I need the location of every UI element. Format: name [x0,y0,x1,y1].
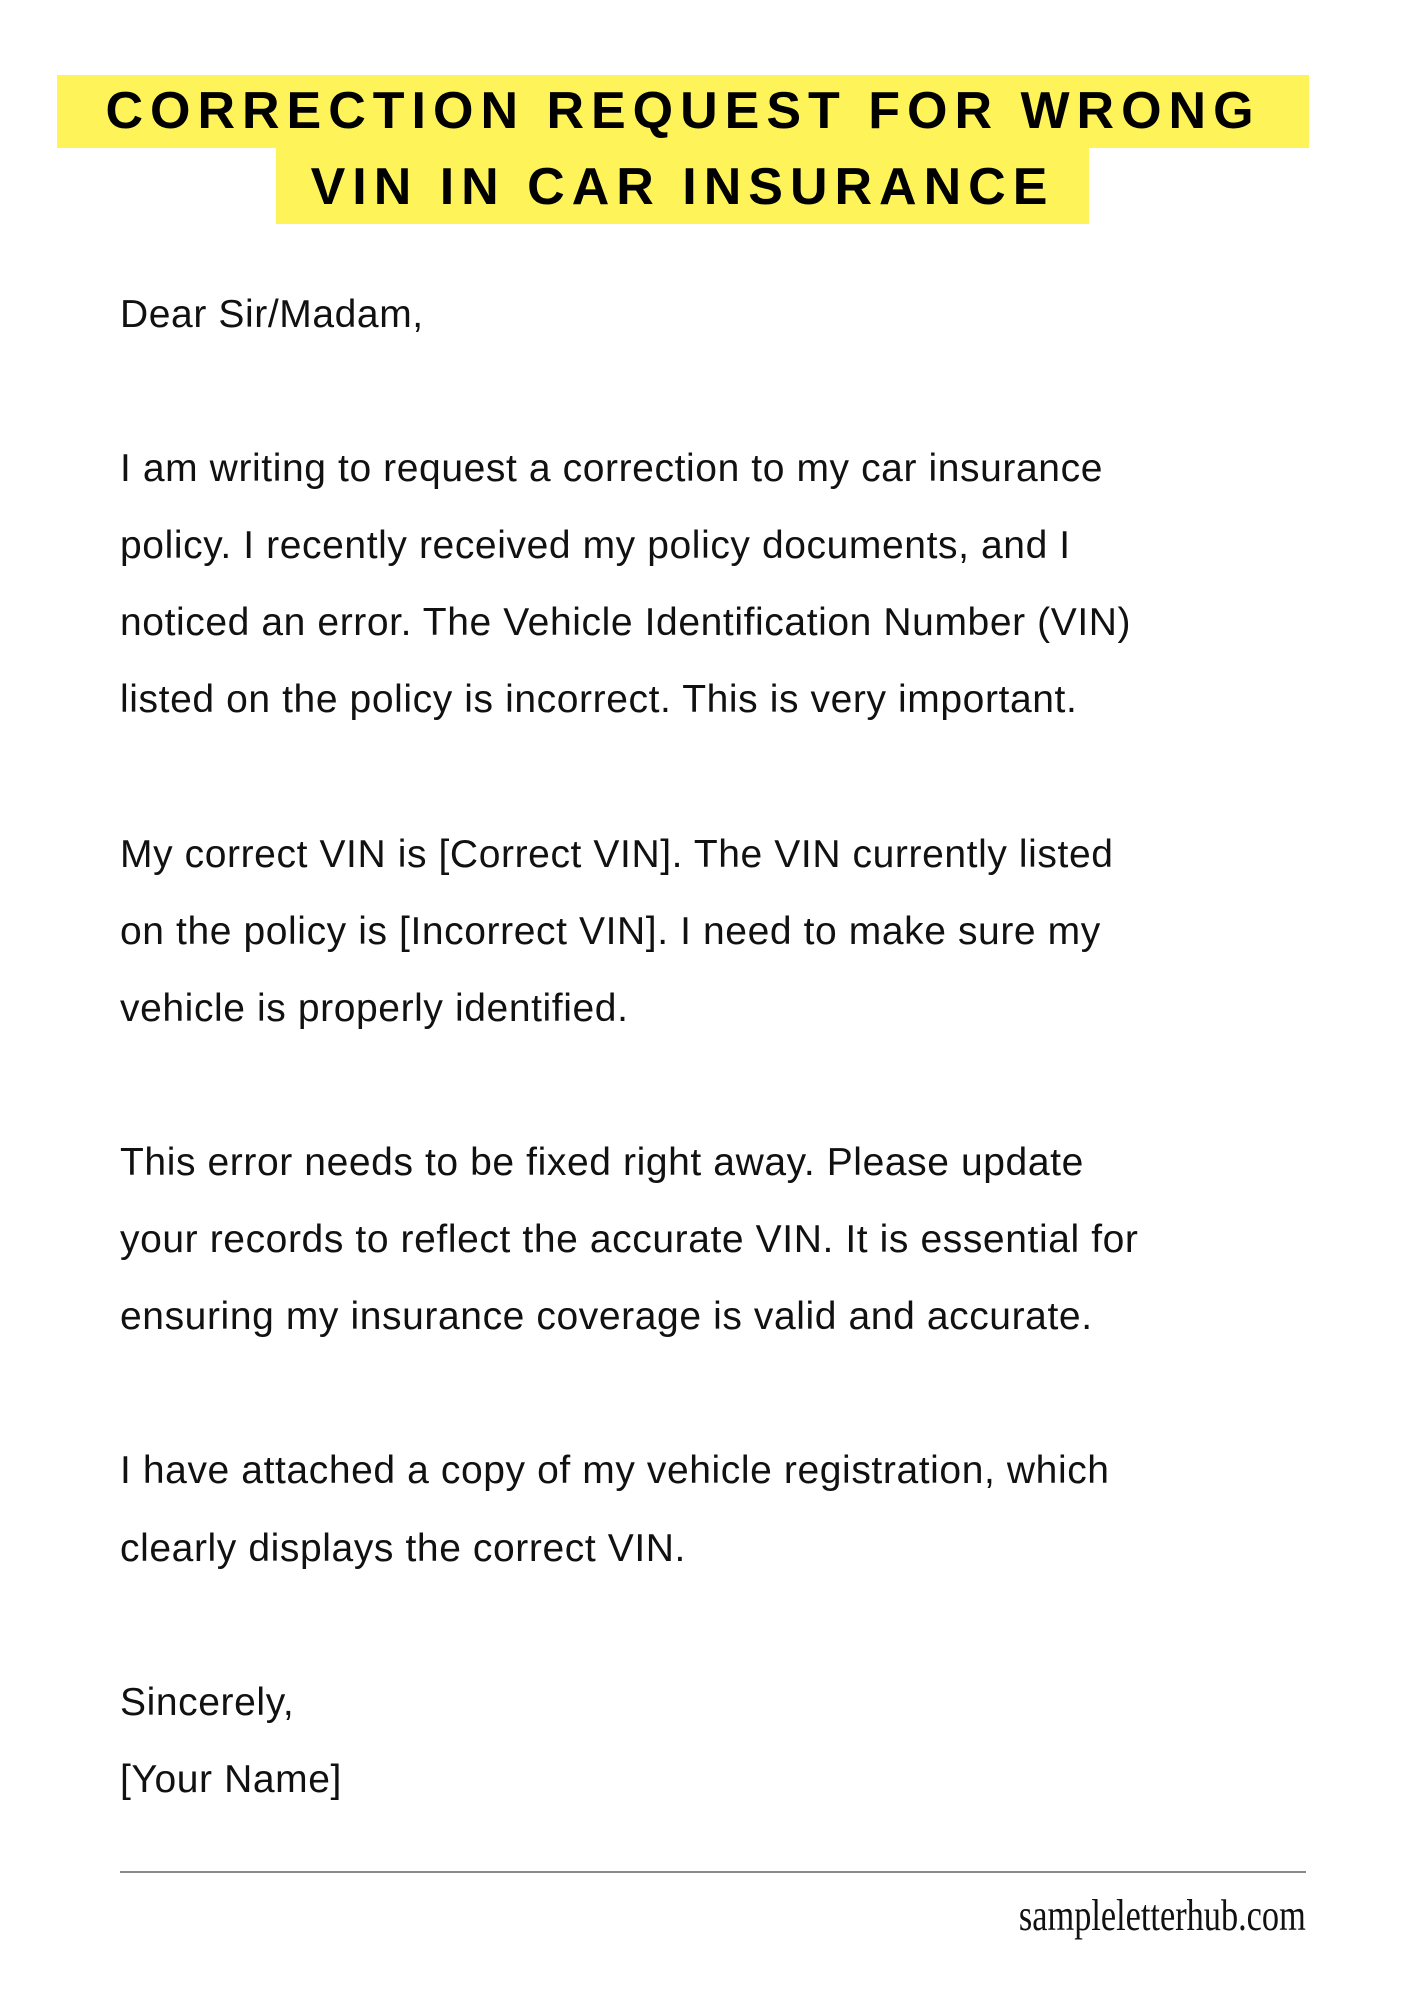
text-line: clearly displays the correct VIN. [120,1526,686,1570]
text-line: I am writing to request a correction to my car insurance [120,447,1103,491]
footer-site: sampleletterhub.com [1019,1891,1306,1940]
footer-divider [120,1871,1306,1873]
paragraph-2 [120,816,1139,1047]
text-line: listed on the policy is incorrect. This is very important. [120,678,1078,722]
text-line: vehicle is properly identified. [120,986,629,1030]
title-line-1: CORRECTION REQUEST FOR WRONG [57,75,1309,148]
text-line: ensuring my insurance coverage is valid and accurate. [120,1295,1093,1339]
text-line: My correct VIN is [Correct VIN]. The VIN currently listed [120,832,1114,876]
salutation: Dear Sir/Madam, [120,293,424,336]
text-line: noticed an error. The Vehicle Identification Number (VIN) [120,601,1132,645]
text-line: This error needs to be fixed right away. Please update [120,1141,1084,1185]
text-line: I have attached a copy of my vehicle registration, which [120,1449,1110,1493]
text-line: policy. I recently received my policy documents, and I [120,524,1071,568]
closing: Sincerely, [120,1680,295,1724]
text-line: on the policy is [Incorrect VIN]. I need to make sure my [120,909,1101,953]
signature: [Your Name] [120,1757,342,1801]
letter-body [120,276,1139,1818]
paragraph-3 [120,1124,1139,1355]
paragraph-4 [120,1432,1139,1586]
title-line-2: VIN IN CAR INSURANCE [276,148,1089,224]
text-line: your records to reflect the accurate VIN. It is essential for [120,1218,1139,1262]
paragraph-1 [120,430,1139,738]
